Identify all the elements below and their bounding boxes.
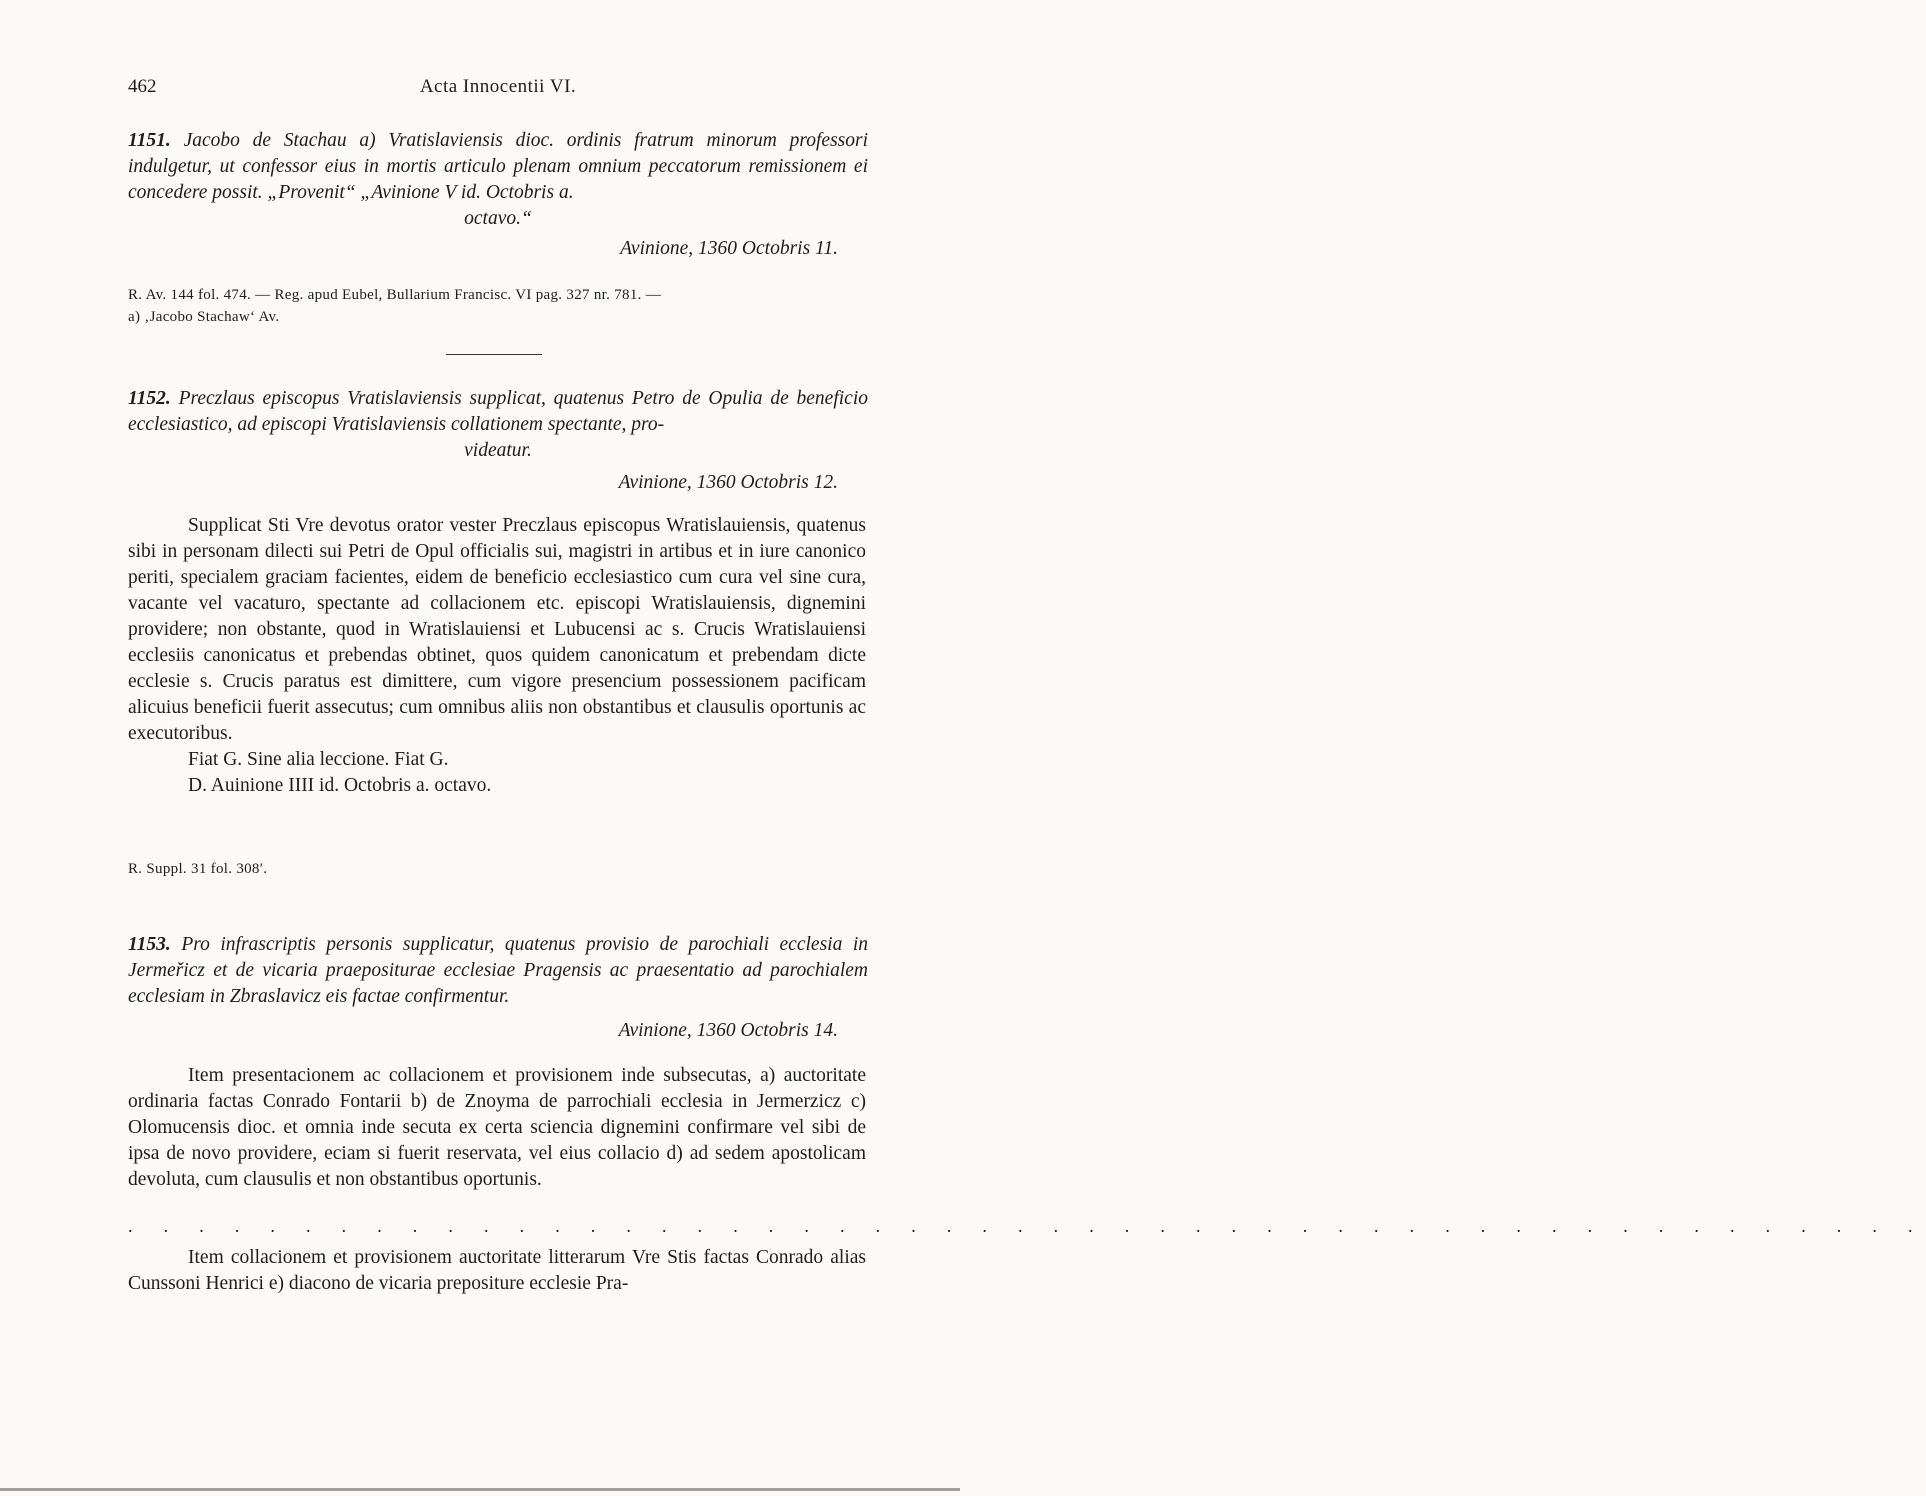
scan-edge-rule xyxy=(0,1488,960,1491)
entry-1151-notes xyxy=(128,284,661,328)
summary-text: Preczlaus episcopus Vratislaviensis supplicat, quatenus Petro de Opulia de beneficio ecclesiastico, ad episcopi Vratislaviensis collationem spectante, pro- xyxy=(128,388,868,435)
running-title: Acta Innocentii VI. xyxy=(419,76,577,97)
dated-line: D. Auinione IIII id. Octobris a. octavo. xyxy=(188,775,492,796)
entry-1153-date: Avinione, 1360 Octobris 14. xyxy=(618,1020,838,1041)
ellipsis-row: . . . . . . . . . . . . . . . . . . . . . . . . . . . . . . . . . . . . . . . . . . . . . . . . . . . xyxy=(128,1216,1926,1236)
entry-number: 1153. xyxy=(128,934,171,955)
collation-text: Item collacionem et provisionem auctoritate litterarum Vre Stis factas Conrado alias Cunssoni Henrici e) diacono de vicaria prepositure ecclesie Pra- xyxy=(128,1247,866,1294)
fiat-line: Fiat G. Sine alia leccione. Fiat G. xyxy=(188,749,449,770)
summary-last-line: octavo.“ xyxy=(464,208,532,229)
entry-1153-body-2 xyxy=(128,1245,866,1297)
supplication-text: Supplicat Sti Vre devotus orator vester Preczlaus episcopus Wratislauiensis, quatenus sibi in personam dilecti sui Petri de Opul officialis sui, magistri in artibus et in iure canonico periti, specialem graciam facientes, eidem de beneficio ecclesiastico cum cura vel sine cura, vacante vel vacaturo, spectante ad collacionem etc. episcopi Wratislauiensis, dignemini providere; non obstante, quod in Wratislauiensi et Lubucensi ac s. Crucis Wratislauiensi ecclesiis canonicatus et prebendas obtinet, quos quidem canonicatum et prebendam dicte ecclesie s. Crucis paratus est dimittere, cum vigore presencium possessionem pacificam alicuius beneficii fuerit assecutus; cum omnibus aliis non obstantibus et clausulis oportunis ac executoribus. xyxy=(128,515,866,744)
entry-number: 1151. xyxy=(128,130,171,151)
entry-1153-summary xyxy=(128,932,868,1010)
summary-text: Pro infrascriptis personis supplicatur, quatenus provisio de parochiali ecclesia in Jermeřicz et de vicaria praepositurae ecclesiae Pragensis ac praesentatio ad parochialem ecclesiam in Zbraslavicz eis factae confirmentur. xyxy=(128,934,869,1007)
summary-last-line: videatur. xyxy=(464,440,532,461)
entry-1151-date: Avinione, 1360 Octobris 11. xyxy=(620,238,838,259)
entry-1152-date: Avinione, 1360 Octobris 12. xyxy=(618,472,838,493)
page-number: 462 xyxy=(128,76,157,97)
source-reference: R. Av. 144 fol. 474. — Reg. apud Eubel, Bullarium Francisc. VI pag. 327 nr. 781. — xyxy=(128,287,662,303)
entry-1152-summary xyxy=(128,386,868,464)
entry-1152-body xyxy=(128,513,866,799)
page-header xyxy=(128,76,868,102)
entry-number: 1152. xyxy=(128,388,171,409)
entry-1153-body-1 xyxy=(128,1063,866,1193)
footnote: a) ‚Jacobo Stachaw‘ Av. xyxy=(128,309,280,325)
entry-1151-summary xyxy=(128,128,868,232)
entry-1152-source: R. Suppl. 31 fol. 308′. xyxy=(128,861,268,877)
section-divider xyxy=(446,354,542,355)
presentation-text: Item presentacionem ac collacionem et provisionem inde subsecutas, a) auctoritate ordinaria factas Conrado Fontarii b) de Znoyma de parrochiali ecclesia in Jermerzicz c) Olomucensis dioc. et omnia inde secuta ex certa sciencia dignemini confirmare vel sibi de ipsa de novo providere, eciam si fuerit reservata, vel eius collacio d) ad sedem apostolicam devoluta, cum clausulis et non obstantibus oportunis. xyxy=(128,1065,866,1190)
summary-text: Jacobo de Stachau a) Vratislaviensis dioc. ordinis fratrum minorum professori indulgetur, ut confessor eius in mortis articulo plenam omnium peccatorum remissionem ei concedere possit. „Provenit“ „Avinione V id. Octobris a. xyxy=(128,130,869,203)
